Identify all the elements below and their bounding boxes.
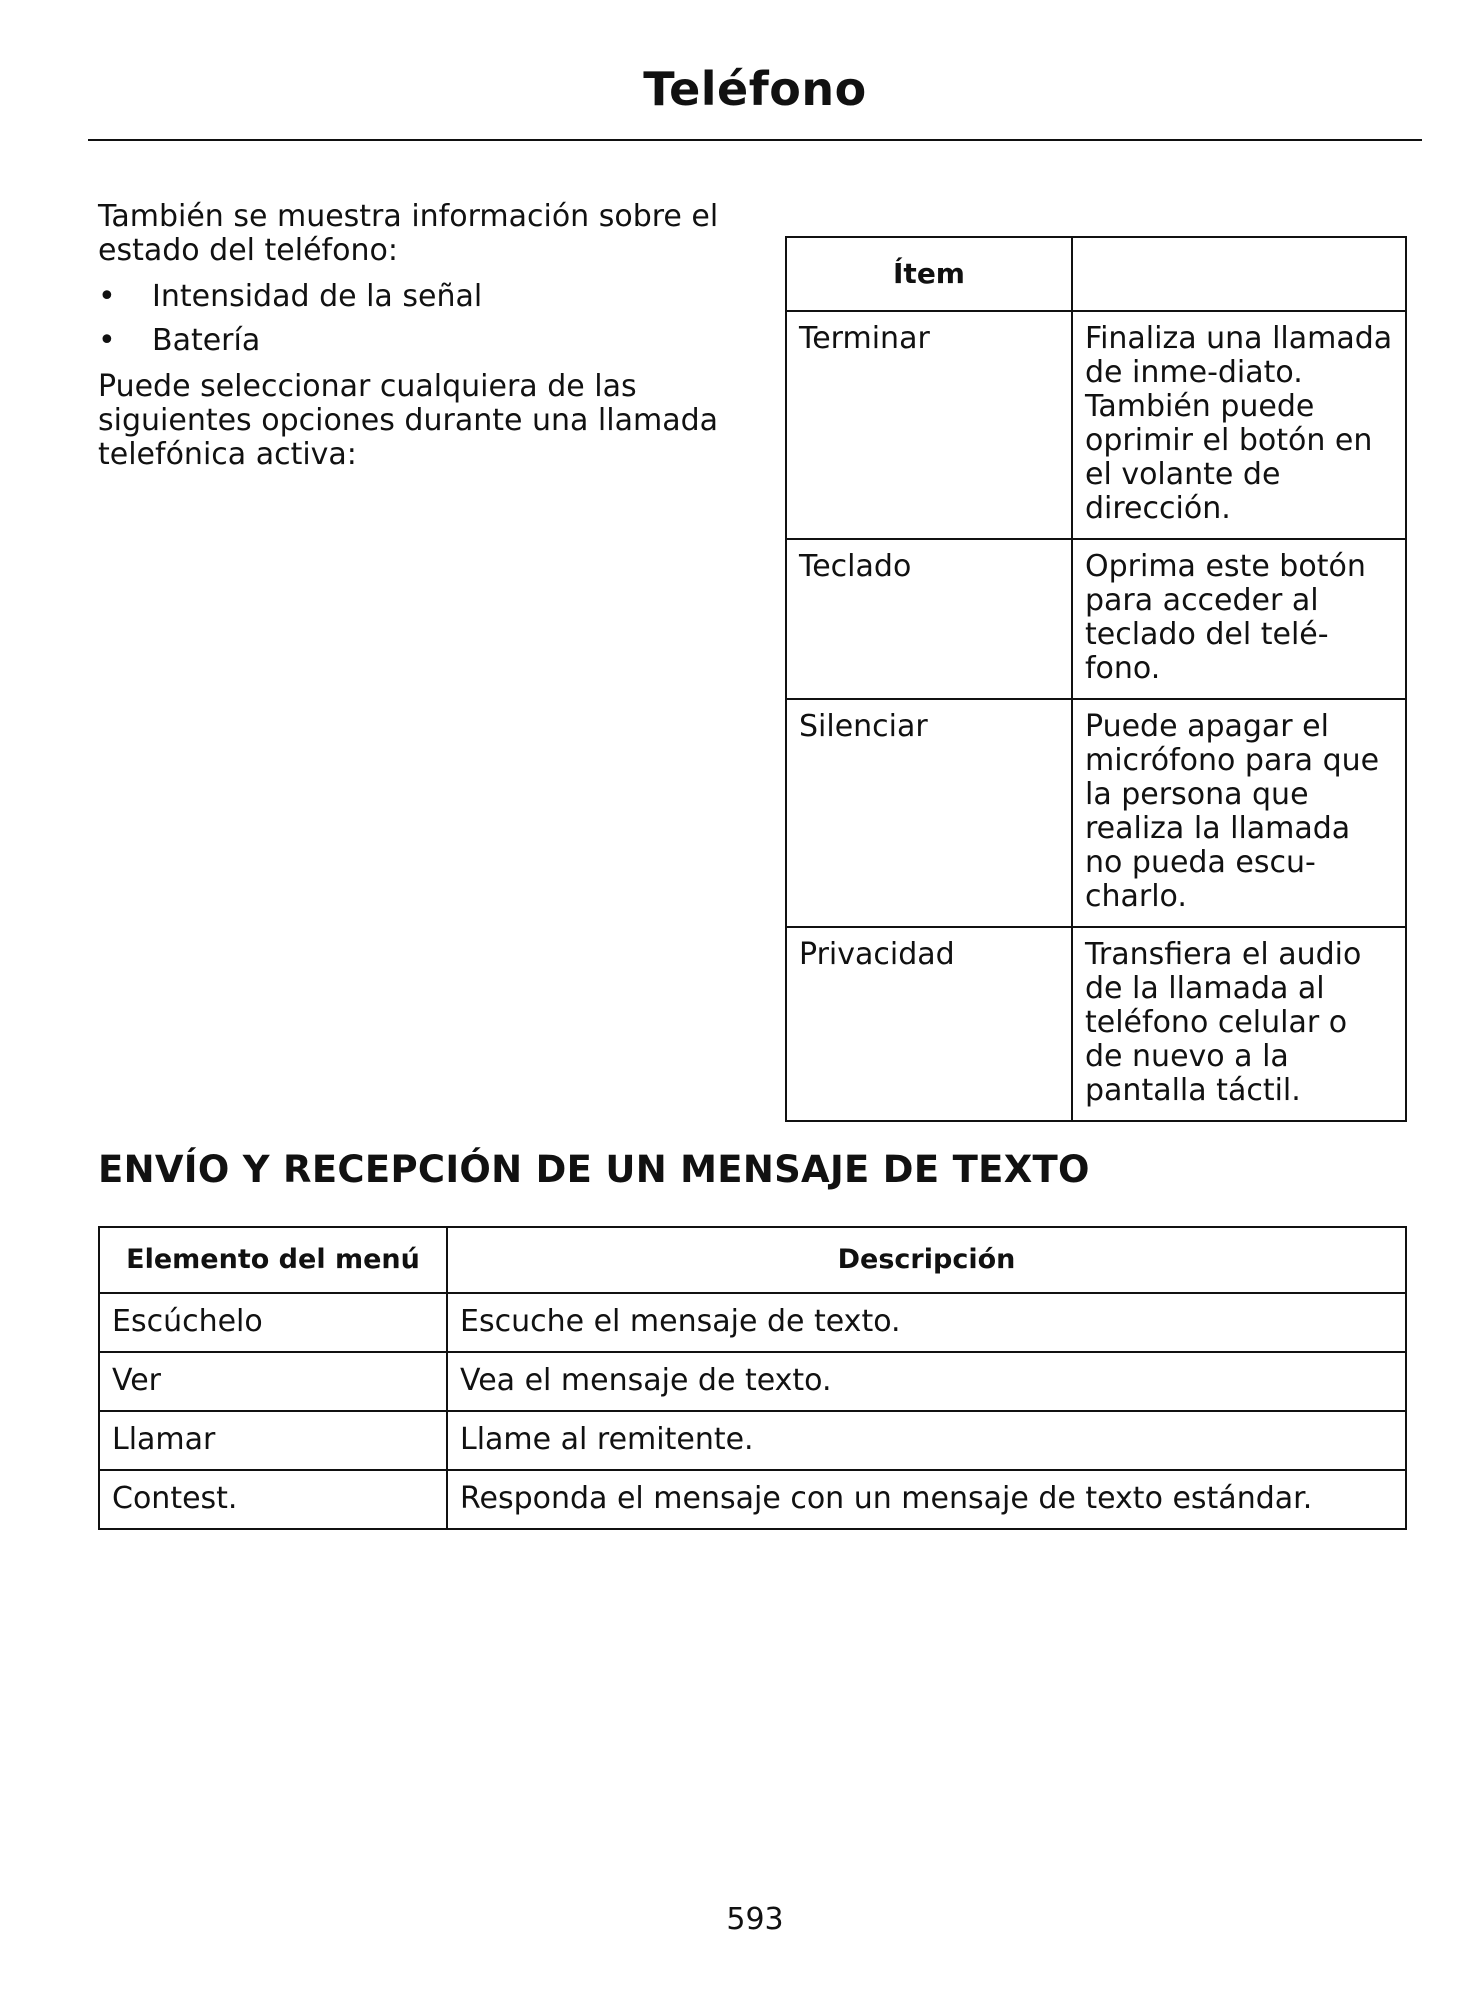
- table-row: [786, 539, 1406, 699]
- bullet-icon: •: [98, 279, 116, 314]
- cell-item: Ver: [99, 1352, 447, 1411]
- list-item-text: Intensidad de la señal: [152, 279, 483, 314]
- header-cell-empty: [1072, 237, 1406, 311]
- options-paragraph: Puede seleccionar cualquiera de las siguientes opciones durante una llamada telefónica activa:: [98, 369, 719, 472]
- status-list: [98, 280, 738, 358]
- table-row: [99, 1470, 1406, 1529]
- cell-description: Escuche el mensaje de texto.: [447, 1293, 1406, 1352]
- cell-item: Llamar: [99, 1411, 447, 1470]
- table-row: [786, 927, 1406, 1121]
- cell-description: Oprima este botón para acceder al teclado del telé-fono.: [1072, 539, 1406, 699]
- cell-item: Privacidad: [786, 927, 1072, 1121]
- header-cell-description: Descripción: [447, 1227, 1406, 1293]
- list-item-text: Batería: [152, 323, 261, 358]
- table-row: [786, 699, 1406, 927]
- table-header-row: [786, 237, 1406, 311]
- title-divider: [88, 139, 1422, 141]
- cell-description: Vea el mensaje de texto.: [447, 1352, 1406, 1411]
- table-row: [99, 1411, 1406, 1470]
- list-item: [98, 324, 738, 358]
- cell-item: Contest.: [99, 1470, 447, 1529]
- table-row: [99, 1352, 1406, 1411]
- intro-column: [98, 200, 738, 472]
- cell-item: Terminar: [786, 311, 1072, 539]
- cell-description: Finaliza una llamada de inme-diato. También puede oprimir el botón en el volante de dirección.: [1072, 311, 1406, 539]
- cell-item: Escúchelo: [99, 1293, 447, 1352]
- intro-paragraph: También se muestra información sobre el estado del teléfono:: [98, 199, 719, 268]
- table-header-row: [99, 1227, 1406, 1293]
- cell-item: Silenciar: [786, 699, 1072, 927]
- list-item: [98, 280, 738, 314]
- table-row: [786, 311, 1406, 539]
- bullet-icon: •: [98, 323, 116, 358]
- page-number: 593: [726, 1902, 784, 1937]
- cell-description: Llame al remitente.: [447, 1411, 1406, 1470]
- section-heading: ENVÍO Y RECEPCIÓN DE UN MENSAJE DE TEXTO: [98, 1148, 1090, 1191]
- cell-description: Puede apagar el micrófono para que la persona que realiza la llamada no pueda escu-charlo.: [1072, 699, 1406, 927]
- text-message-table: [98, 1226, 1407, 1530]
- call-options-table: [785, 236, 1407, 1122]
- header-cell-item: Ítem: [786, 237, 1072, 311]
- header-cell-menu-item: Elemento del menú: [99, 1227, 447, 1293]
- table-row: [99, 1293, 1406, 1352]
- cell-description: Transfiera el audio de la llamada al teléfono celular o de nuevo a la pantalla táctil.: [1072, 927, 1406, 1121]
- page-title: Teléfono: [643, 62, 867, 116]
- cell-item: Teclado: [786, 539, 1072, 699]
- cell-description: Responda el mensaje con un mensaje de texto estándar.: [447, 1470, 1406, 1529]
